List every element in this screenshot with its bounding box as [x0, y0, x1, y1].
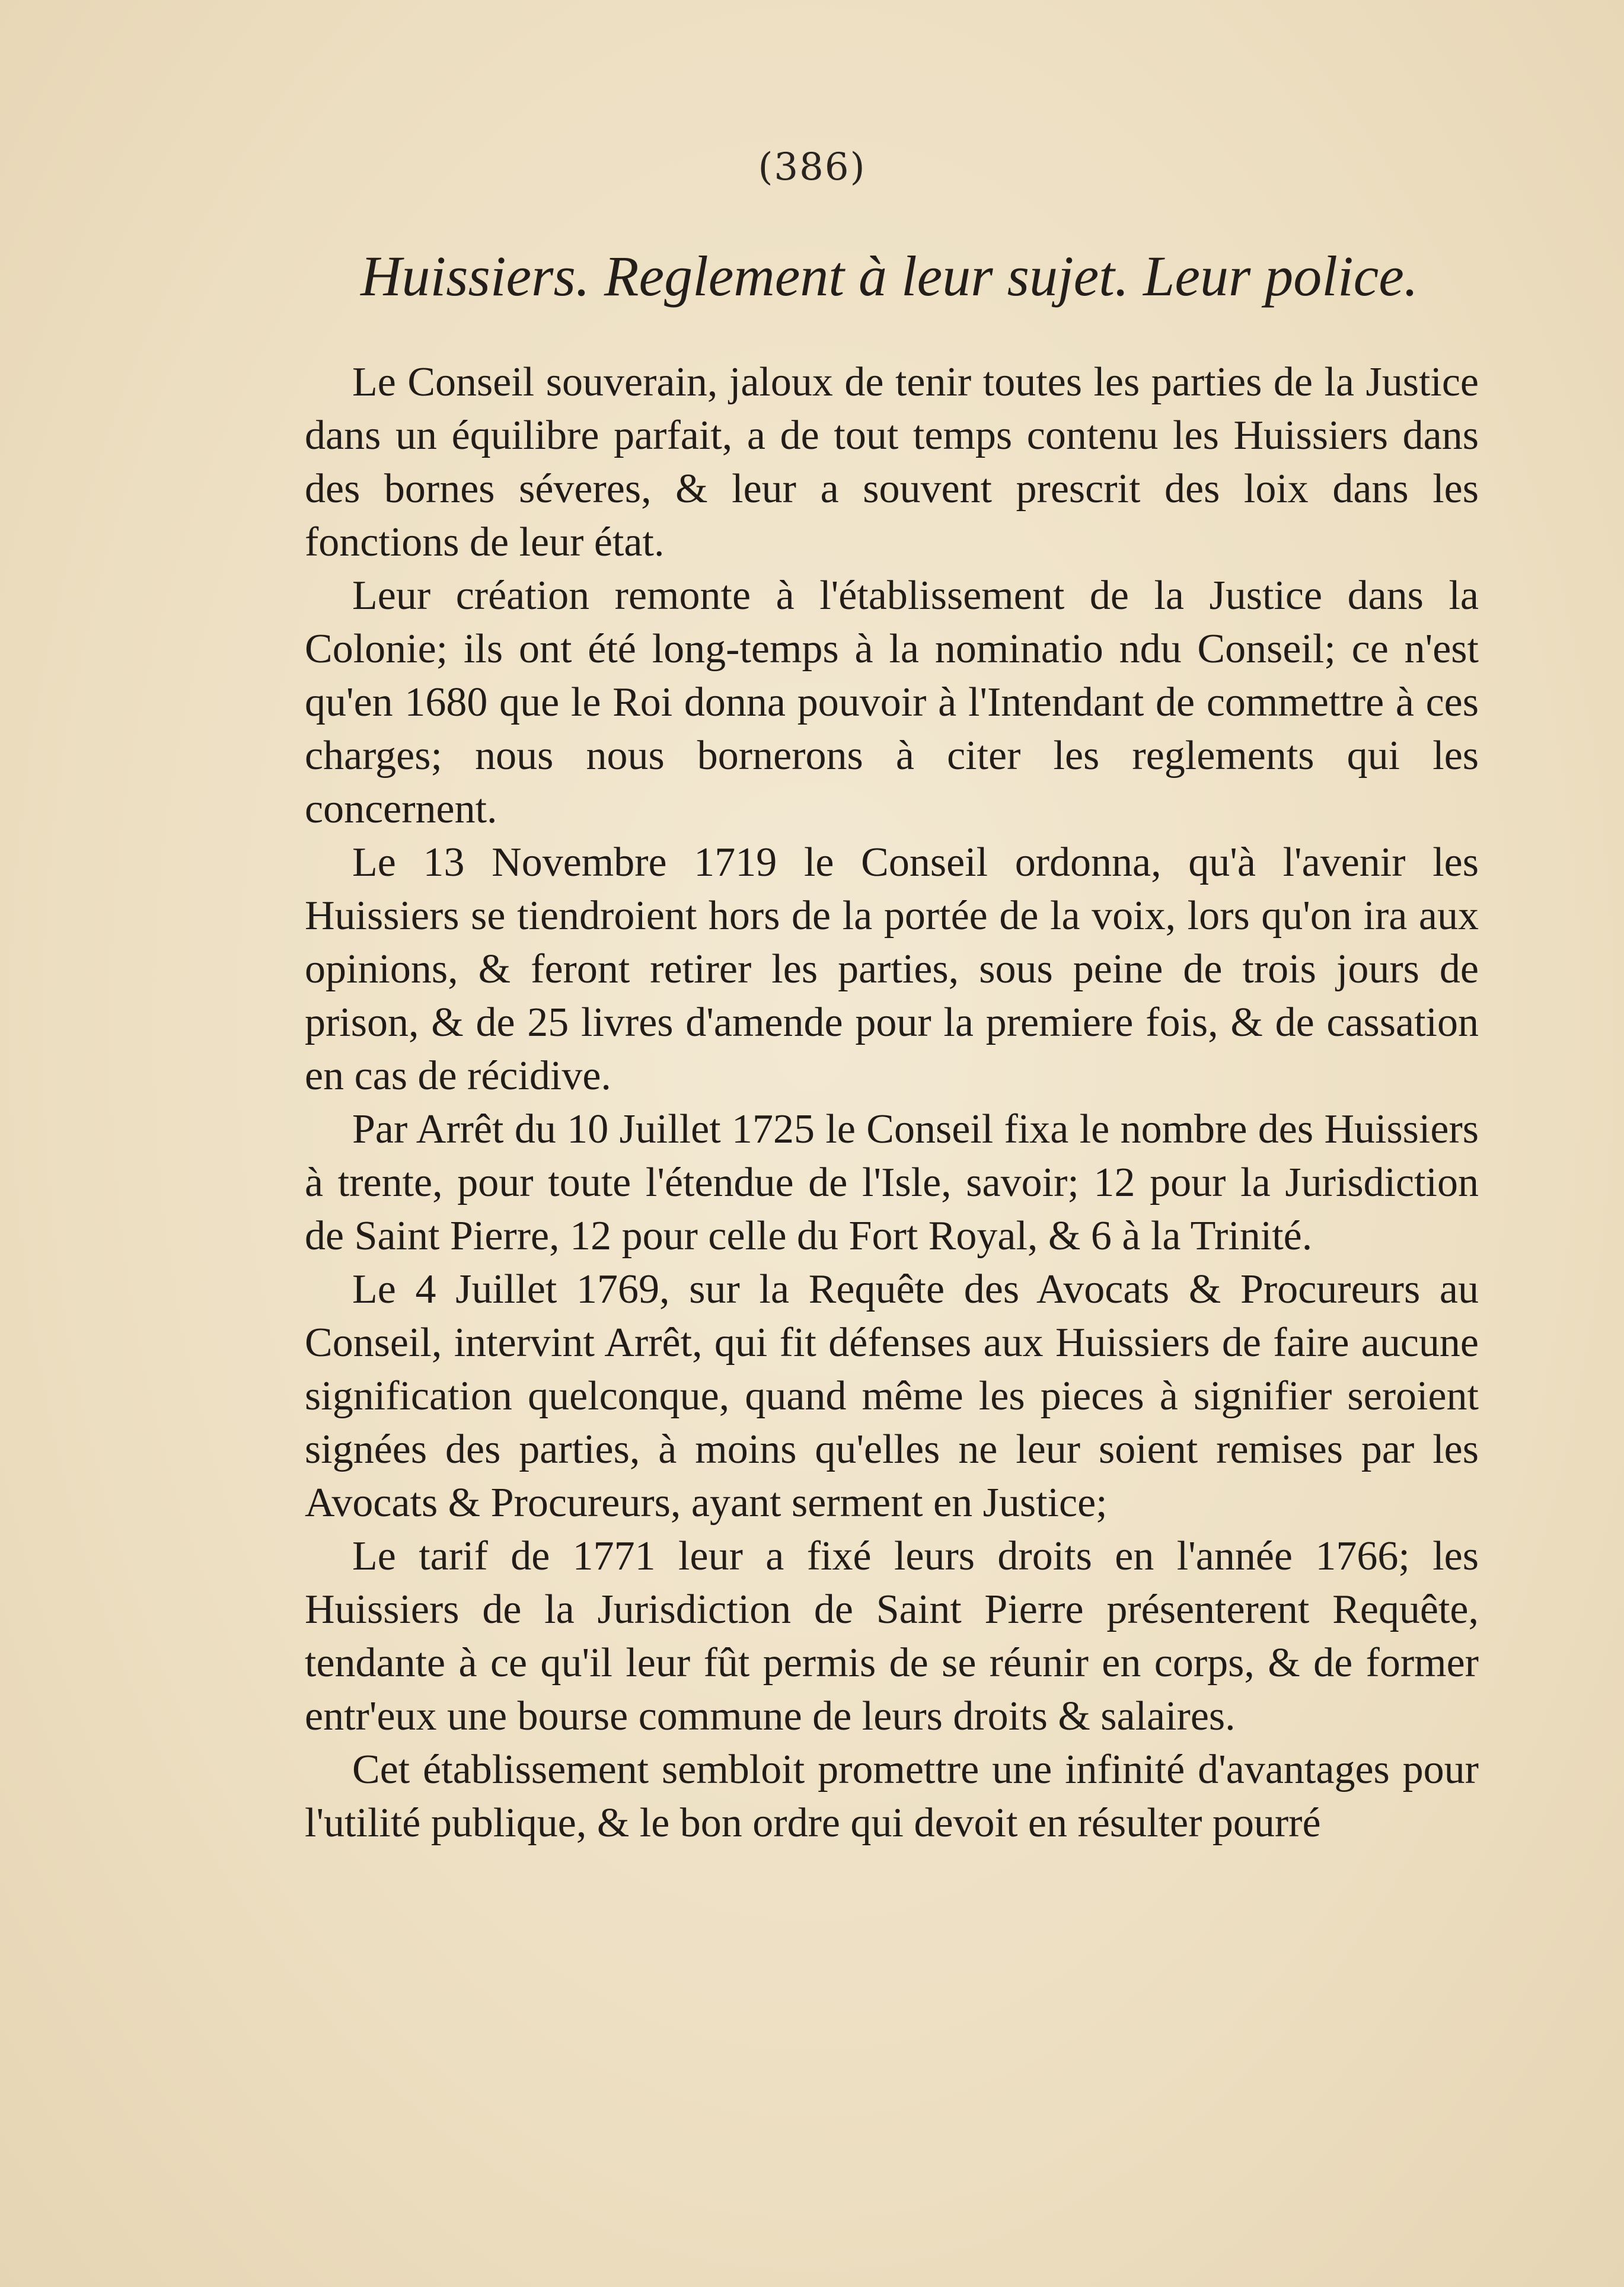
body-text: [305, 356, 1479, 1850]
paragraph: Cet établissement sembloit promettre une infinité d'avantages pour l'utilité publique, & le bon ordre qui devoit en résulter pourré: [305, 1747, 1479, 1846]
section-heading: Huissiers. Reglement à leur sujet. Leur police.: [360, 244, 1418, 308]
paragraph: Par Arrêt du 10 Juillet 1725 le Conseil fixa le nombre des Huissiers à trente, pour toute l'étendue de l'Isle, savoir; 12 pour la Jurisdiction de Saint Pierre, 12 pour celle du Fort Royal, & 6 à la Trinité.: [305, 1106, 1479, 1259]
paragraph: Le Conseil souverain, jaloux de tenir toutes les parties de la Justice dans un équilibre parfait, a de tout temps contenu les Huissiers dans des bornes séveres, & leur a souvent prescrit des loix dans les fonctions de leur état.: [305, 359, 1479, 565]
paragraph: Leur création remonte à l'établissement de la Justice dans la Colonie; ils ont été long-temps à la nominatio ndu Conseil; ce n'est qu'en 1680 que le Roi donna pouvoir à l'Intendant de commettre à ces charges; nous nous bornerons à citer les reglements qui les concernent.: [305, 573, 1479, 832]
page-number: (386): [758, 145, 866, 189]
paragraph: Le 13 Novembre 1719 le Conseil ordonna, qu'à l'avenir les Huissiers se tiendroient hors de la portée de la voix, lors qu'on ira aux opinions, & feront retirer les parties, sous peine de trois jours de prison, & de 25 livres d'amende pour la premiere fois, & de cassation en cas de récidive.: [305, 840, 1479, 1099]
paragraph: Le tarif de 1771 leur a fixé leurs droits en l'année 1766; les Huissiers de la Jurisdiction de Saint Pierre présenterent Requête, tendante à ce qu'il leur fût permis de se réunir en corps, & de former entr'eux une bourse commune de leurs droits & salaires.: [305, 1533, 1479, 1739]
paragraph: Le 4 Juillet 1769, sur la Requête des Avocats & Procureurs au Conseil, intervint Arrêt, qui fit défenses aux Huissiers de faire aucune signification quelconque, quand même les pieces à signifier seroient signées des parties, à moins qu'elles ne leur soient remises par les Avocats & Procureurs, ayant serment en Justice;: [305, 1267, 1479, 1526]
